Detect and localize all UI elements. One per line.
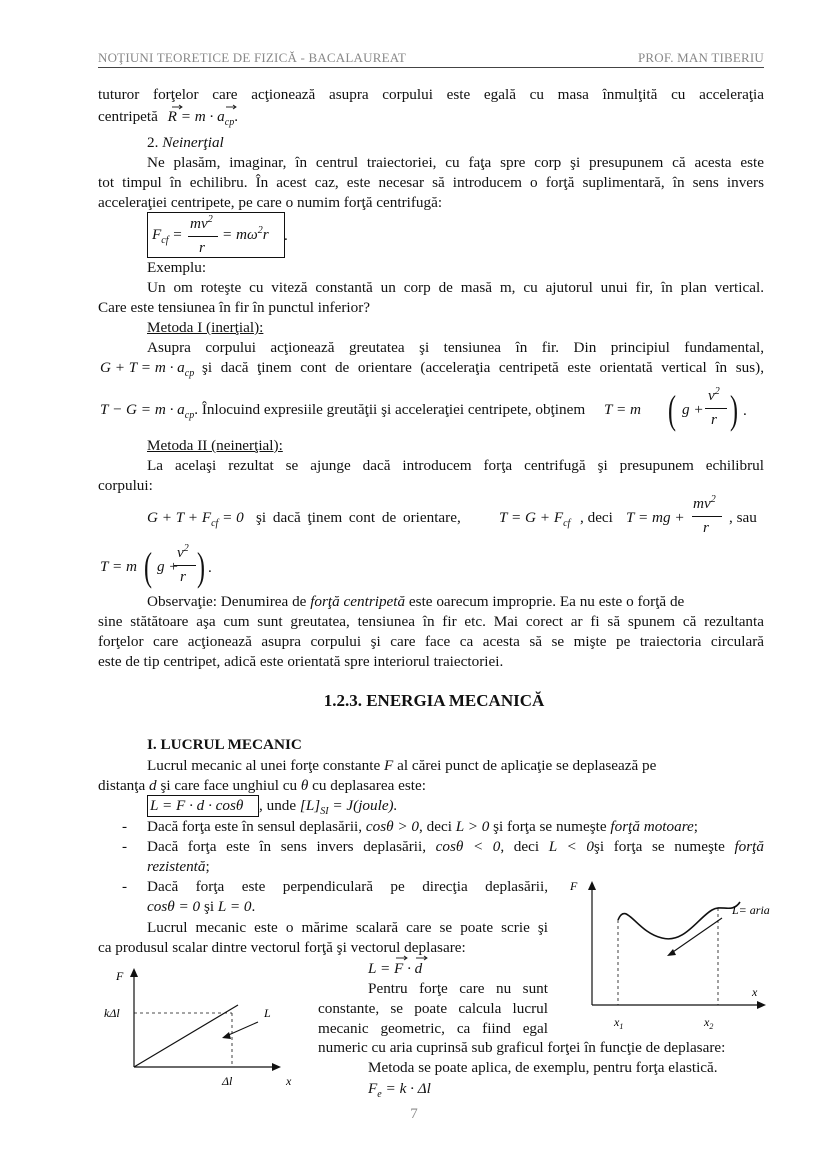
page-number: 7 (410, 1106, 418, 1122)
paragraph-line: Lucrul mecanic este o mărime scalară care se poate scrie şi (147, 919, 548, 936)
paragraph-line: constante, se poate calcula lucrul (318, 1000, 548, 1017)
exp: 2 (257, 224, 263, 236)
method-1-title: Metoda I (inerţial): (147, 319, 264, 336)
eq-sub: cp (184, 410, 195, 422)
paragraph-line (98, 776, 426, 796)
subsection-heading: I. LUCRUL MECANIC (147, 736, 302, 753)
exp: 2 (183, 542, 189, 554)
paragraph-text: , deci (580, 509, 613, 526)
vector-arrows (395, 953, 435, 963)
eq: cosθ = 0 (147, 898, 201, 915)
bullet-text (147, 817, 698, 837)
exp: 2 (714, 385, 720, 397)
kdl-label: kΔl (104, 1006, 120, 1020)
elastic-force-equation (368, 1079, 431, 1099)
text: ; (693, 818, 699, 835)
force-line (134, 1005, 238, 1067)
method-2-title: Metoda II (neinerţial): (147, 437, 283, 454)
paragraph-line: tuturor forţelor care acţionează asupra corpului este egală cu masa înmulţită cu acceleraţia (98, 86, 764, 103)
text: cu deplasarea este: (312, 777, 426, 794)
eq: x (614, 1015, 620, 1029)
eq: = k · Δl (385, 1080, 431, 1097)
paragraph-line: Pentru forţe care nu sunt (368, 980, 548, 997)
header-rule (98, 67, 764, 68)
text: este oarecum improprie. Ea nu este o forţă de (408, 593, 685, 610)
area-label: L (264, 1006, 271, 1020)
paragraph-line: şi dacă ţinem cont de orientare (acceleraţia centripetă este orientată vertical în sus), (202, 359, 764, 376)
result-g: g + (157, 558, 179, 575)
eq: F (368, 1080, 378, 1097)
force-curve (618, 902, 740, 939)
bullet-dash: - (122, 878, 128, 895)
bullet-text: Dacă forţa este perpendiculară pe direcţia deplasării, (147, 878, 548, 895)
paragraph-line: Asupra corpului acţionează greutatea şi tensiunea în fir. Din principiul fundamental, (147, 339, 764, 356)
eq: v (177, 544, 184, 561)
eq: F (384, 757, 394, 774)
graph-variable-force (562, 870, 784, 1035)
y-axis-label: F (570, 879, 578, 893)
eq-sub: cf (161, 235, 169, 247)
fraction-bar (188, 236, 218, 237)
formula-rhs (222, 225, 269, 245)
fraction-bar (705, 408, 727, 409)
text: . (251, 898, 256, 915)
y-axis-arrow (588, 881, 596, 890)
header-title: NOŢIUNI TEORETICE DE FIZICĂ - BACALAUREAT (98, 50, 407, 65)
result-num (708, 386, 720, 406)
result-den: r (711, 411, 717, 428)
area-label: L= aria (732, 903, 770, 917)
paragraph-line (100, 358, 194, 378)
graph-elastic-force (98, 965, 308, 1090)
eq: T − G = m · a (100, 401, 185, 418)
text: centripetă (98, 108, 158, 125)
eq: L = 0 (217, 898, 252, 915)
text: distanţa (98, 777, 146, 794)
text: şi forţa se numeşte (593, 838, 725, 855)
example-title: Exemplu: (147, 259, 207, 276)
paragraph-line: tot timpul în echilibru. În acest caz, este necesar să introducem o forţă suplimentară, în sens invers (98, 174, 764, 191)
eq-sub: 2 (709, 1022, 714, 1031)
paren-close: ) (197, 544, 205, 589)
eq: cosθ > 0 (365, 818, 420, 835)
bullet-dash: - (122, 838, 128, 855)
paragraph-line: forţelor care acţionează asupra corpului şi care face ca acesta să se mişte pe traiectoria circulară (98, 633, 764, 650)
result-lhs: T = m (100, 558, 137, 575)
section-heading: 1.2.3. ENERGIA MECANICĂ (323, 691, 545, 710)
eq: = J(joule). (332, 797, 398, 814)
x-axis-label: x (752, 985, 758, 999)
equation (299, 797, 398, 818)
eq: d (149, 777, 157, 794)
equation (499, 508, 570, 528)
eq-sub: e (377, 1089, 382, 1101)
paragraph-line: Un om roteşte cu viteză constantă un corp de masă m, cu ajutorul unui fir, în plan vertical. (147, 279, 764, 296)
x-axis-arrow (272, 1063, 281, 1071)
eq: F (152, 226, 162, 243)
paragraph-line: este de tip centripet, adică este orientată spre interiorul traiectoriei. (98, 653, 504, 670)
period: . (284, 227, 288, 244)
paragraph-line: Care este tensiunea în fir în punctul inferior? (98, 299, 371, 316)
paragraph-line (147, 592, 764, 612)
area-arrowhead (667, 949, 676, 956)
paren-open: ( (668, 387, 676, 432)
paragraph-line: corpului: (98, 477, 153, 494)
text: . (234, 108, 238, 125)
paragraph-line: numeric cu aria cuprinsă sub graficul forţei în funcţie de deplasare: (318, 1039, 726, 1056)
text: al cărei punct de aplicaţie se deplasează pe (397, 757, 657, 774)
result-lhs: T = m (604, 401, 641, 418)
text: Lucrul mecanic al unei forţe constante (147, 757, 381, 774)
vector-arrows-p1 (170, 102, 250, 112)
y-axis-arrow (130, 968, 138, 977)
paragraph-text: şi dacă ţinem cont de orientare, (256, 509, 461, 526)
paragraph-line: ca produsul scalar dintre vectorul forţă şi vectorul deplasare: (98, 939, 466, 956)
bullet-dash: - (122, 818, 128, 835)
text: Dacă forţa este în sensul deplasării, (147, 818, 363, 835)
eq-sub: cp (224, 117, 235, 129)
formula-den: r (199, 239, 205, 256)
text: ; (205, 858, 210, 875)
subsection-heading (147, 133, 224, 153)
equation: T = mg + (626, 509, 685, 526)
equation-line (147, 508, 244, 528)
x2-label (703, 1015, 713, 1031)
paragraph-line: mecanic geometric, ca fiind egal (318, 1020, 548, 1037)
text: şi (203, 898, 215, 915)
paragraph-line: acceleraţiei centripete, pe care o numim forţă centrifugă: (98, 194, 443, 211)
result-g: g + (682, 401, 704, 418)
bullet-text (147, 837, 764, 857)
eq: = mω (222, 226, 258, 243)
paren-open: ( (144, 544, 152, 589)
eq: L < 0 (548, 838, 594, 855)
eq: G + T + F (147, 509, 212, 526)
fraction-bar (692, 516, 722, 517)
paragraph-line: Metoda se poate aplica, de exemplu, pentru forţa elastică. (368, 1059, 718, 1076)
eq: G + T = m · a (100, 359, 185, 376)
x-axis-arrow (757, 1001, 766, 1009)
equation (100, 359, 195, 380)
eq-sub: SI (320, 806, 329, 818)
eq: mv (190, 215, 208, 232)
vector-equation: L = F · d (368, 960, 423, 977)
eq: v (708, 387, 715, 404)
equation (147, 509, 244, 530)
eq: = 0 (222, 509, 244, 526)
text: Observaţie: Denumirea de (147, 593, 307, 610)
eq-sub: cp (184, 368, 195, 380)
eq-sub: cf (563, 518, 571, 530)
x-axis-label: x (286, 1074, 292, 1088)
exp: 2 (710, 493, 716, 505)
eq-text: R = m · a (167, 108, 225, 125)
bullet-text-cont (147, 857, 210, 877)
y-axis-label: F (116, 969, 124, 983)
result-den: r (180, 568, 186, 585)
header-author: PROF. MAN TIBERIU (638, 50, 764, 65)
formula-num (190, 214, 213, 234)
area-arrowhead (222, 1032, 231, 1039)
x1-label (613, 1015, 623, 1031)
text: Dacă forţa este în sens invers deplasării, (147, 838, 427, 855)
eq: θ (300, 777, 309, 794)
dl-label: Δl (222, 1074, 233, 1088)
paragraph-line: sine stătătoare aşa cum sunt greutatea, tensiunea în fir etc. Mai corect ar fi să spunem că rezultanta (98, 613, 764, 630)
equation (100, 401, 195, 422)
eq: cosθ < 0 (435, 838, 501, 855)
eq: L > 0 (455, 818, 490, 835)
paragraph-line: Ne plasăm, imaginar, în centrul traiectoriei, cu faţa spre corp şi presupunem că acesta este (147, 154, 764, 171)
exp: 2 (207, 213, 213, 225)
emphasis: forţă (734, 838, 764, 855)
paragraph-text (259, 796, 397, 816)
emphasis: rezistentă (147, 858, 206, 875)
eq-den: r (703, 519, 709, 536)
text: , unde (259, 797, 297, 814)
text: şi care face unghiul cu (160, 777, 298, 794)
emphasis: forţă motoare (610, 818, 694, 835)
eq: x (704, 1015, 710, 1029)
text: , deci (500, 838, 540, 855)
title: Neinerţial (162, 134, 224, 151)
text: . Înlocuind expresiile greutăţii şi acceleraţiei centripete, obţinem (194, 401, 586, 418)
result-num (177, 543, 189, 563)
bullet-text-cont (147, 897, 255, 917)
eq: [L] (299, 797, 321, 814)
paragraph-text: , sau (729, 509, 757, 526)
paragraph-line (100, 400, 585, 420)
fraction-bar (174, 565, 196, 566)
num: 2. (147, 134, 159, 151)
work-formula: L = F · d · cosθ (150, 797, 244, 814)
formula-lhs: $F_{cf}$ = (152, 226, 183, 247)
period: . (743, 402, 747, 419)
eq-sub: 1 (619, 1022, 624, 1031)
paren-close: ) (730, 387, 738, 432)
eq: r (262, 226, 269, 243)
emphasis: forţă centripetă (310, 593, 406, 610)
paragraph-line (147, 756, 764, 776)
text: , deci (419, 818, 452, 835)
eq: mv (693, 495, 711, 512)
eq: T = G + F (499, 509, 564, 526)
eq-num (693, 494, 716, 514)
paragraph-line: La acelaşi rezultat se ajunge dacă introducem forţa centrifugă şi presupunem echilibrul (147, 457, 764, 474)
text: şi forţa se numeşte (493, 818, 607, 835)
period: . (208, 559, 212, 576)
page-header (98, 50, 764, 68)
eq-sub: cf (211, 518, 219, 530)
